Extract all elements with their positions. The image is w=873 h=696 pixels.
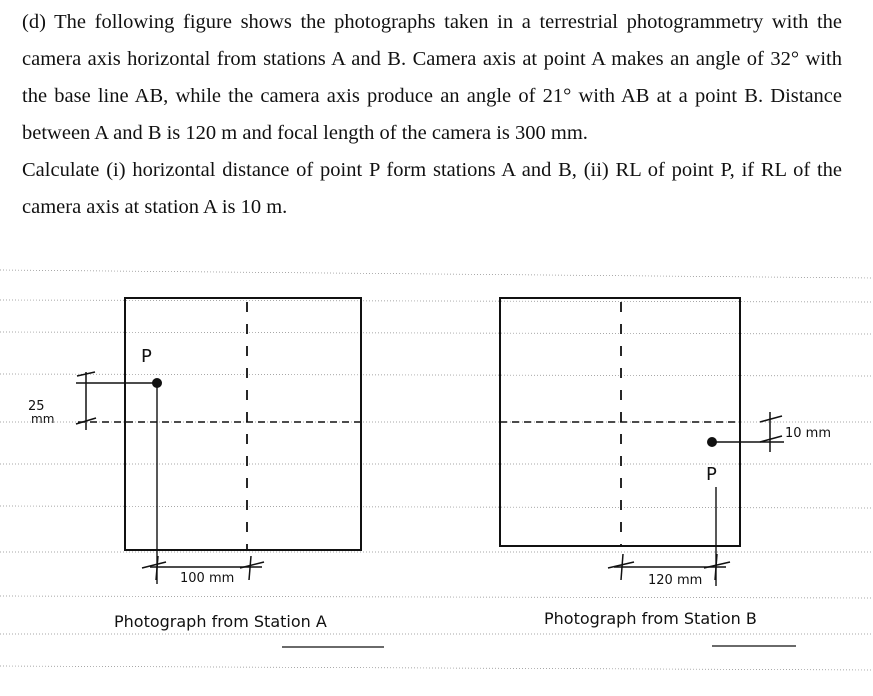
photo-a-point-label: P xyxy=(141,346,152,367)
question-paragraph-2: Calculate (i) horizontal distance of point P form stations A and B, (ii) RL of point P, if RL of the camera axis at station A is 10 m. xyxy=(22,159,842,218)
photo-b-caption: Photograph from Station B xyxy=(544,609,757,628)
photo-a-vertical-dim-unit: mm xyxy=(31,412,55,426)
photo-a-horizontal-dim-label: 100 mm xyxy=(180,571,235,586)
question-text xyxy=(22,4,842,226)
photo-b-point-label: P xyxy=(706,464,717,485)
question-paragraph-1: (d) The following figure shows the photographs taken in a terrestrial photogrammetry with the camera axis horizontal from stations A and B. Camera axis at point A makes an angle of 32° with the base line AB, while the camera axis produce an angle of 21° with AB at a point B. Distance between A and B is 120 m and focal length of the camera is 300 mm. xyxy=(22,11,842,144)
photo-a-caption: Photograph from Station A xyxy=(114,612,327,631)
photo-b-vertical-dim-label: 10 mm xyxy=(785,426,832,441)
photo-b-vertical-dimension xyxy=(760,412,782,452)
photo-b-horizontal-dim-label: 120 mm xyxy=(648,573,703,588)
photo-b xyxy=(500,298,831,646)
photograph-figure xyxy=(0,262,873,692)
photo-a-frame xyxy=(125,298,361,550)
photo-a xyxy=(28,298,384,647)
photo-a-vertical-dim-label: 25 xyxy=(28,399,45,414)
